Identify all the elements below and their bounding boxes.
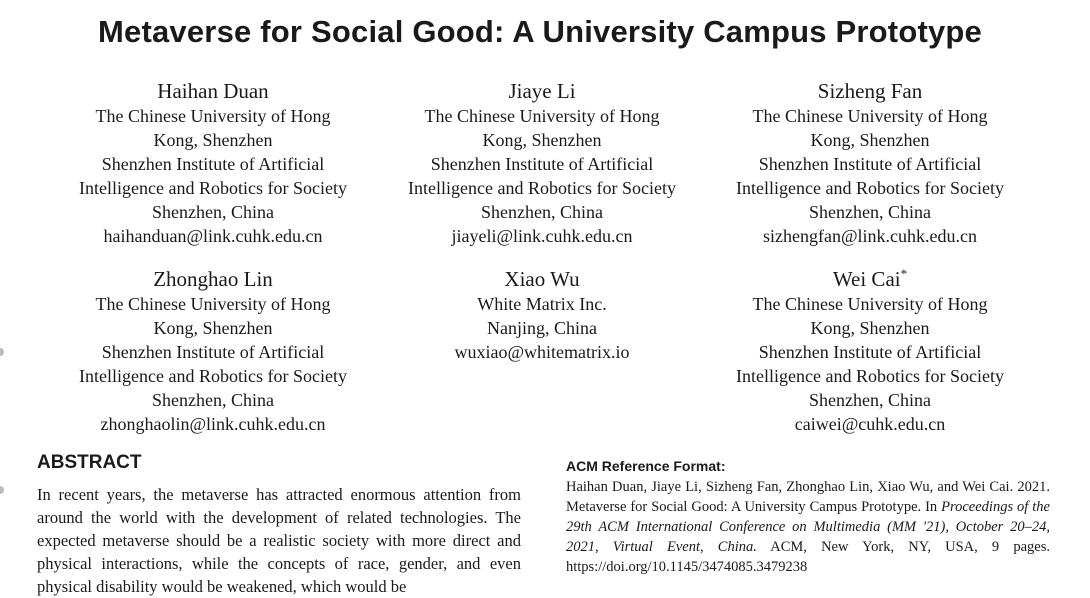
paper-title: Metaverse for Social Good: A University Campus Prototype (98, 14, 982, 49)
author-affiliation: Shenzhen Institute of Artificial (758, 342, 982, 362)
corresponding-author-mark: * (900, 266, 908, 281)
author-affiliation: Shenzhen Institute of Artificial (101, 342, 325, 362)
margin-marker (0, 486, 4, 494)
author-location: Shenzhen, China (481, 202, 603, 222)
reference-format-heading: ACM Reference Format: (566, 458, 726, 474)
author-affiliation: Kong, Shenzhen (810, 318, 930, 338)
author-location: Shenzhen, China (152, 202, 274, 222)
author-location: Nanjing, China (487, 318, 597, 338)
margin-marker (0, 348, 4, 356)
reference-publisher-doi[interactable]: ACM, New York, NY, USA, 9 pages. https://doi.org/10.1145/3474085.3479238 (566, 539, 1050, 575)
author-affiliation: Intelligence and Robotics for Society (79, 178, 347, 198)
author-email[interactable]: haihanduan@link.cuhk.edu.cn (103, 226, 323, 246)
author-block-6 (710, 266, 1030, 436)
author-block-4 (53, 266, 373, 436)
author-location: Shenzhen, China (809, 390, 931, 410)
author-name: Haihan Duan (157, 79, 269, 103)
author-affiliation: Kong, Shenzhen (482, 130, 602, 150)
author-block-2 (382, 78, 702, 248)
author-location: Shenzhen, China (152, 390, 274, 410)
author-affiliation: The Chinese University of Hong (95, 294, 331, 314)
author-affiliation: White Matrix Inc. (477, 294, 607, 314)
author-name (710, 266, 1030, 292)
abstract-heading: ABSTRACT (37, 452, 142, 473)
author-affiliation: Kong, Shenzhen (810, 130, 930, 150)
author-affiliation: The Chinese University of Hong (95, 106, 331, 126)
author-affiliation: Kong, Shenzhen (153, 318, 273, 338)
author-email[interactable]: sizhengfan@link.cuhk.edu.cn (762, 226, 977, 246)
author-block-1 (53, 78, 373, 248)
author-affiliation: The Chinese University of Hong (752, 294, 988, 314)
author-name: Zhonghao Lin (153, 267, 273, 291)
author-affiliation: The Chinese University of Hong (752, 106, 988, 126)
author-email[interactable]: wuxiao@whitematrix.io (454, 342, 630, 362)
reference-citation: Haihan Duan, Jiaye Li, Sizheng Fan, Zhonghao Lin, Xiao Wu, and Wei Cai. 2021. Metaverse for Social Good: A University Campus Prototype. In (566, 479, 1050, 515)
author-affiliation: Shenzhen Institute of Artificial (758, 154, 982, 174)
author-email[interactable]: caiwei@cuhk.edu.cn (794, 414, 946, 434)
author-affiliation: Shenzhen Institute of Artificial (101, 154, 325, 174)
author-affiliation: Shenzhen Institute of Artificial (430, 154, 654, 174)
author-affiliation: Intelligence and Robotics for Society (736, 178, 1004, 198)
author-affiliation: Intelligence and Robotics for Society (736, 366, 1004, 386)
abstract-text: In recent years, the metaverse has attracted enormous attention from around the world with the development of related technologies. The expected metaverse should be a realistic society with more direct and physical interactions, while the concepts of race, gender, and even physical disability would be weakened, which would be (37, 485, 521, 596)
author-email[interactable]: zhonghaolin@link.cuhk.edu.cn (100, 414, 326, 434)
author-affiliation: Intelligence and Robotics for Society (408, 178, 676, 198)
author-name: Sizheng Fan (817, 79, 923, 103)
author-email[interactable]: jiayeli@link.cuhk.edu.cn (451, 226, 633, 246)
author-affiliation: The Chinese University of Hong (424, 106, 660, 126)
author-affiliation: Kong, Shenzhen (153, 130, 273, 150)
author-name-text: Wei Cai (832, 267, 901, 291)
author-name: Jiaye Li (508, 79, 576, 103)
author-location: Shenzhen, China (809, 202, 931, 222)
reference-format-text (566, 477, 1050, 577)
author-block-3 (710, 78, 1030, 248)
author-name: Xiao Wu (504, 267, 580, 291)
author-block-5 (382, 266, 702, 364)
author-affiliation: Intelligence and Robotics for Society (79, 366, 347, 386)
reference-proceedings: Proceedings of the 29th ACM International Conference on Multimedia (MM '21), October 20–24, 2021, Virtual Event, China. (566, 499, 1050, 555)
